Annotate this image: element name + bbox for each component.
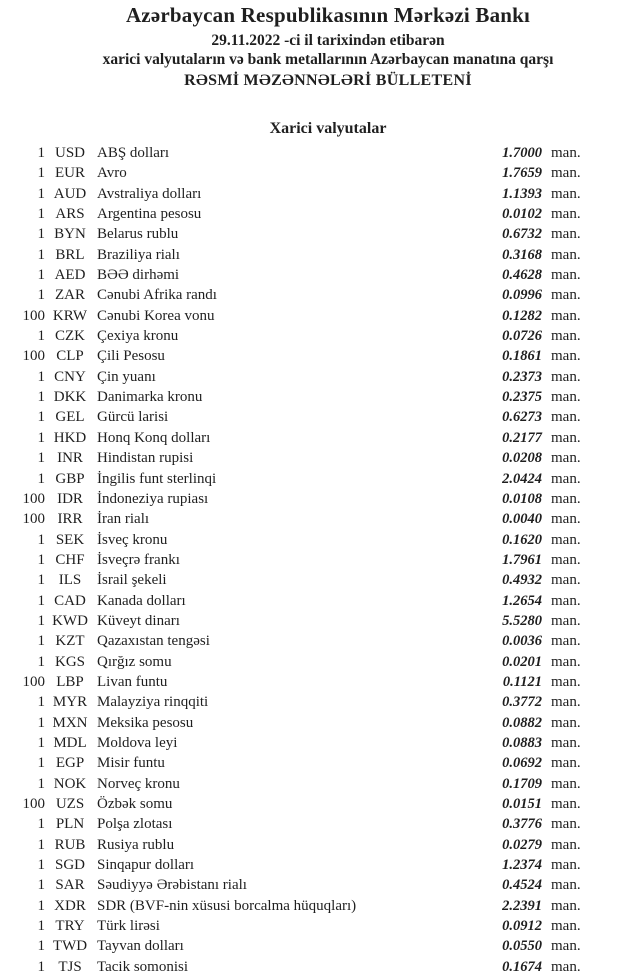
unit-cell: man.	[551, 185, 581, 202]
quantity-cell: 1	[37, 633, 45, 650]
currency-code-cell: UZS	[55, 796, 85, 812]
unit-cell: man.	[551, 612, 581, 629]
table-row	[0, 713, 620, 733]
currency-code-cell: BYN	[54, 226, 86, 243]
currency-code-cell: BRL	[55, 246, 85, 263]
table-row	[0, 163, 620, 183]
currency-name-cell: Rusiya rublu	[97, 836, 175, 853]
table-row	[0, 204, 620, 224]
rate-value-cell: 0.0692	[502, 755, 542, 772]
quantity-cell: 1	[37, 938, 45, 955]
currency-code-cell: CAD	[54, 592, 86, 609]
currency-name-cell: Cənubi Korea vonu	[97, 307, 215, 324]
rate-value-cell: 1.7659	[502, 165, 542, 182]
currency-name-cell: Tayvan dolları	[97, 938, 184, 955]
rate-value-cell: 0.2375	[502, 389, 542, 406]
rate-value-cell: 0.0996	[502, 287, 542, 304]
quantity-cell: 1	[37, 246, 45, 263]
table-row	[0, 631, 620, 651]
quantity-cell: 100	[22, 490, 45, 507]
table-row	[0, 936, 620, 956]
quantity-cell: 1	[37, 755, 45, 772]
currency-name-cell: Meksika pesosu	[97, 714, 194, 731]
currency-code-cell: CLP	[56, 348, 84, 365]
currency-name-cell: Misir funtu	[97, 755, 165, 772]
unit-cell: man.	[551, 958, 581, 975]
table-row	[0, 285, 620, 305]
rate-value-cell: 0.0912	[502, 918, 542, 935]
quantity-cell: 100	[22, 348, 45, 365]
unit-cell: man.	[551, 389, 581, 406]
rate-value-cell: 0.0882	[502, 714, 542, 731]
quantity-cell: 1	[37, 470, 45, 487]
quantity-cell: 1	[37, 714, 45, 731]
quantity-cell: 1	[37, 165, 45, 182]
unit-cell: man.	[551, 328, 581, 345]
currency-code-cell: NOK	[53, 775, 87, 792]
rate-value-cell: 0.2373	[502, 368, 542, 385]
currency-name-cell: Qazaxıstan tengəsi	[97, 633, 210, 650]
table-row	[0, 591, 620, 611]
quantity-cell: 1	[37, 185, 45, 202]
table-row	[0, 957, 620, 977]
currency-code-cell: INR	[57, 450, 83, 467]
currency-name-cell: İndoneziya rupiası	[97, 490, 209, 507]
currency-name-cell: Türk lirəsi	[97, 918, 160, 935]
unit-cell: man.	[551, 775, 581, 792]
quantity-cell: 1	[37, 429, 45, 446]
rate-value-cell: 5.5280	[502, 612, 542, 629]
rate-value-cell: 1.7961	[502, 551, 542, 568]
currency-name-cell: Argentina pesosu	[97, 206, 202, 223]
quantity-cell: 1	[37, 226, 45, 243]
currency-name-cell: Avstraliya dolları	[97, 185, 202, 202]
quantity-cell: 100	[22, 673, 45, 690]
rate-value-cell: 0.4628	[502, 267, 542, 284]
currency-name-cell: Səudiyyə Ərəbistanı rialı	[97, 877, 247, 894]
quantity-cell: 1	[37, 958, 45, 975]
currency-name-cell: Çili Pesosu	[97, 348, 165, 365]
quantity-cell: 1	[37, 734, 45, 751]
quantity-cell: 1	[37, 145, 45, 161]
unit-cell: man.	[551, 429, 581, 446]
rate-value-cell: 0.0726	[502, 328, 542, 345]
unit-cell: man.	[551, 470, 581, 487]
quantity-cell: 1	[37, 572, 45, 589]
unit-cell: man.	[551, 267, 581, 284]
rate-value-cell: 0.0201	[502, 653, 542, 670]
table-row	[0, 346, 620, 366]
quantity-cell: 1	[37, 592, 45, 609]
bulletin-title: RƏSMİ MƏZƏNNƏLƏRİ BÜLLETENİ	[184, 72, 472, 89]
currency-name-cell: İngilis funt sterlinqi	[97, 470, 217, 487]
unit-cell: man.	[551, 307, 581, 324]
unit-cell: man.	[551, 938, 581, 955]
currency-code-cell: AED	[54, 267, 86, 284]
currency-name-cell: Hindistan rupisi	[97, 450, 194, 467]
rate-value-cell: 0.0883	[502, 734, 542, 751]
currency-code-cell: PLN	[55, 816, 85, 833]
table-row	[0, 407, 620, 427]
quantity-cell: 1	[37, 267, 45, 284]
currency-code-cell: SEK	[55, 531, 85, 548]
table-row	[0, 652, 620, 672]
table-row	[0, 245, 620, 265]
currency-code-cell: SAR	[55, 877, 85, 894]
quantity-cell: 1	[37, 897, 45, 914]
unit-cell: man.	[551, 694, 581, 711]
unit-cell: man.	[551, 246, 581, 263]
rate-value-cell: 0.4524	[502, 877, 542, 894]
table-row	[0, 916, 620, 936]
table-row	[0, 570, 620, 590]
bulletin-header	[36, 3, 620, 90]
quantity-cell: 1	[37, 389, 45, 406]
currency-code-cell: SGD	[54, 857, 85, 874]
rate-value-cell: 0.0208	[502, 450, 542, 467]
quantity-cell: 1	[37, 328, 45, 345]
unit-cell: man.	[551, 551, 581, 568]
table-row	[0, 265, 620, 285]
unit-cell: man.	[551, 287, 581, 304]
rate-value-cell: 0.3772	[502, 694, 542, 711]
currency-code-cell: EUR	[55, 165, 85, 182]
quantity-cell: 1	[37, 368, 45, 385]
currency-code-cell: TRY	[55, 918, 85, 935]
unit-cell: man.	[551, 918, 581, 935]
section-title-foreign-currencies: Xarici valyutalar	[269, 120, 387, 137]
unit-cell: man.	[551, 409, 581, 426]
table-row	[0, 306, 620, 326]
table-row	[0, 367, 620, 387]
quantity-cell: 1	[37, 775, 45, 792]
table-row	[0, 774, 620, 794]
unit-cell: man.	[551, 206, 581, 223]
table-row	[0, 794, 620, 814]
currency-code-cell: KWD	[52, 612, 88, 629]
rate-value-cell: 0.6732	[502, 226, 542, 243]
rate-value-cell: 0.1709	[502, 775, 542, 792]
currency-code-cell: ILS	[58, 572, 82, 589]
currency-code-cell: HKD	[53, 429, 87, 446]
unit-cell: man.	[551, 348, 581, 365]
currency-name-cell: Tacik somonisi	[97, 958, 189, 975]
rate-value-cell: 0.3776	[502, 816, 542, 833]
currency-code-cell: GEL	[55, 409, 85, 426]
table-row	[0, 550, 620, 570]
quantity-cell: 1	[37, 551, 45, 568]
currency-name-cell: Qırğız somu	[97, 653, 172, 670]
rate-value-cell: 1.1393	[502, 185, 542, 202]
exchange-rates-table	[0, 143, 620, 977]
table-row	[0, 733, 620, 753]
unit-cell: man.	[551, 653, 581, 670]
currency-code-cell: EGP	[55, 755, 85, 772]
unit-cell: man.	[551, 734, 581, 751]
rate-value-cell: 0.0102	[502, 206, 542, 223]
unit-cell: man.	[551, 165, 581, 182]
table-row	[0, 672, 620, 692]
rate-value-cell: 0.1121	[502, 673, 542, 690]
currency-name-cell: Belarus rublu	[97, 226, 179, 243]
unit-cell: man.	[551, 511, 581, 528]
currency-name-cell: Danimarka kronu	[97, 389, 203, 406]
unit-cell: man.	[551, 450, 581, 467]
currency-name-cell: Livan funtu	[97, 673, 168, 690]
currency-name-cell: Çin yuanı	[97, 368, 156, 385]
unit-cell: man.	[551, 673, 581, 690]
table-row	[0, 875, 620, 895]
rate-value-cell: 0.0550	[502, 938, 542, 955]
currency-code-cell: XDR	[54, 897, 86, 914]
rate-value-cell: 0.6273	[502, 409, 542, 426]
table-row	[0, 855, 620, 875]
currency-name-cell: İsveç kronu	[97, 531, 168, 548]
unit-cell: man.	[551, 633, 581, 650]
unit-cell: man.	[551, 897, 581, 914]
currency-code-cell: ZAR	[55, 287, 85, 304]
quantity-cell: 1	[37, 450, 45, 467]
table-row	[0, 326, 620, 346]
currency-name-cell: Norveç kronu	[97, 775, 180, 792]
currency-name-cell: İsrail şekeli	[97, 572, 167, 589]
currency-name-cell: Honq Konq dolları	[97, 429, 211, 446]
rate-value-cell: 2.2391	[502, 897, 542, 914]
unit-cell: man.	[551, 836, 581, 853]
table-row	[0, 489, 620, 509]
rate-value-cell: 1.2374	[502, 857, 542, 874]
table-row	[0, 428, 620, 448]
rate-value-cell: 0.0108	[502, 490, 542, 507]
unit-cell: man.	[551, 226, 581, 243]
table-row	[0, 387, 620, 407]
unit-cell: man.	[551, 816, 581, 833]
currency-name-cell: Sinqapur dolları	[97, 857, 195, 874]
currency-name-cell: Polşa zlotası	[97, 816, 173, 833]
unit-cell: man.	[551, 490, 581, 507]
currency-code-cell: CHF	[55, 551, 85, 568]
rate-value-cell: 0.4932	[502, 572, 542, 589]
quantity-cell: 1	[37, 409, 45, 426]
unit-cell: man.	[551, 368, 581, 385]
rate-value-cell: 0.0279	[502, 836, 542, 853]
rate-value-cell: 0.0040	[502, 511, 542, 528]
quantity-cell: 1	[37, 694, 45, 711]
currency-code-cell: GBP	[55, 470, 85, 487]
table-row	[0, 509, 620, 529]
currency-name-cell: İsveçrə frankı	[97, 551, 180, 568]
currency-code-cell: KZT	[55, 633, 85, 650]
unit-cell: man.	[551, 714, 581, 731]
currency-name-cell: Cənubi Afrika randı	[97, 287, 217, 304]
rate-value-cell: 1.7000	[502, 145, 542, 161]
quantity-cell: 1	[37, 816, 45, 833]
bank-name-title: Azərbaycan Respublikasının Mərkəzi Bankı	[125, 3, 531, 27]
currency-code-cell: KRW	[52, 307, 88, 324]
table-row	[0, 692, 620, 712]
table-row	[0, 835, 620, 855]
table-row	[0, 814, 620, 834]
currency-code-cell: MXN	[52, 714, 88, 731]
quantity-cell: 100	[22, 307, 45, 324]
unit-cell: man.	[551, 796, 581, 812]
quantity-cell: 1	[37, 653, 45, 670]
currency-code-cell: CZK	[55, 328, 85, 345]
rate-value-cell: 0.1861	[502, 348, 542, 365]
currency-code-cell: USD	[54, 145, 85, 161]
unit-cell: man.	[551, 592, 581, 609]
rate-value-cell: 0.1674	[502, 958, 542, 975]
table-row	[0, 469, 620, 489]
unit-cell: man.	[551, 145, 581, 161]
currency-code-cell: IDR	[57, 490, 83, 507]
currency-code-cell: TWD	[52, 938, 88, 955]
unit-cell: man.	[551, 755, 581, 772]
unit-cell: man.	[551, 531, 581, 548]
quantity-cell: 1	[37, 918, 45, 935]
rate-value-cell: 0.2177	[502, 429, 542, 446]
quantity-cell: 1	[37, 531, 45, 548]
quantity-cell: 1	[37, 287, 45, 304]
currency-code-cell: RUB	[54, 836, 86, 853]
rate-value-cell: 0.3168	[502, 246, 542, 263]
currency-name-cell: Çexiya kronu	[97, 328, 179, 345]
rate-value-cell: 2.0424	[502, 470, 542, 487]
currency-code-cell: MYR	[52, 694, 88, 711]
currency-code-cell: IRR	[57, 511, 83, 528]
quantity-cell: 1	[37, 612, 45, 629]
currency-name-cell: Kanada dolları	[97, 592, 186, 609]
currency-name-cell: Küveyt dinarı	[97, 612, 180, 629]
currency-code-cell: MDL	[53, 734, 87, 751]
quantity-cell: 1	[37, 877, 45, 894]
currency-name-cell: Özbək somu	[97, 796, 173, 812]
subject-line: xarici valyutaların və bank metallarının Azərbaycan manatına qarşı	[102, 51, 554, 68]
table-row	[0, 448, 620, 468]
unit-cell: man.	[551, 572, 581, 589]
currency-name-cell: Moldova leyi	[97, 734, 178, 751]
currency-code-cell: AUD	[53, 185, 87, 202]
quantity-cell: 1	[37, 857, 45, 874]
currency-code-cell: TJS	[58, 958, 82, 975]
rate-value-cell: 0.1282	[502, 307, 542, 324]
currency-code-cell: KGS	[54, 653, 85, 670]
rate-value-cell: 0.0036	[502, 633, 542, 650]
table-row	[0, 530, 620, 550]
currency-name-cell: İran rialı	[97, 511, 150, 528]
effective-date-line: 29.11.2022 -ci il tarixindən etibarən	[211, 32, 445, 49]
rate-value-cell: 0.1620	[502, 531, 542, 548]
table-row	[0, 224, 620, 244]
currency-name-cell: Braziliya rialı	[97, 246, 180, 263]
quantity-cell: 1	[37, 206, 45, 223]
rate-value-cell: 0.0151	[502, 796, 542, 812]
table-row	[0, 184, 620, 204]
unit-cell: man.	[551, 857, 581, 874]
currency-code-cell: ARS	[55, 206, 85, 223]
currency-name-cell: SDR (BVF-nin xüsusi borcalma hüquqları)	[97, 897, 357, 914]
currency-name-cell: Gürcü larisi	[97, 409, 169, 426]
currency-name-cell: Avro	[97, 165, 127, 182]
currency-name-cell: ABŞ dolları	[97, 145, 170, 161]
currency-code-cell: LBP	[56, 673, 84, 690]
quantity-cell: 1	[37, 836, 45, 853]
table-row	[0, 896, 620, 916]
currency-name-cell: Malayziya rinqqiti	[97, 694, 209, 711]
currency-name-cell: BƏƏ dirhəmi	[97, 267, 180, 284]
currency-code-cell: CNY	[54, 368, 86, 385]
quantity-cell: 100	[22, 796, 45, 812]
table-row	[0, 611, 620, 631]
table-row	[0, 143, 620, 163]
currency-code-cell: DKK	[53, 389, 87, 406]
table-row	[0, 753, 620, 773]
quantity-cell: 100	[22, 511, 45, 528]
unit-cell: man.	[551, 877, 581, 894]
rate-value-cell: 1.2654	[502, 592, 542, 609]
